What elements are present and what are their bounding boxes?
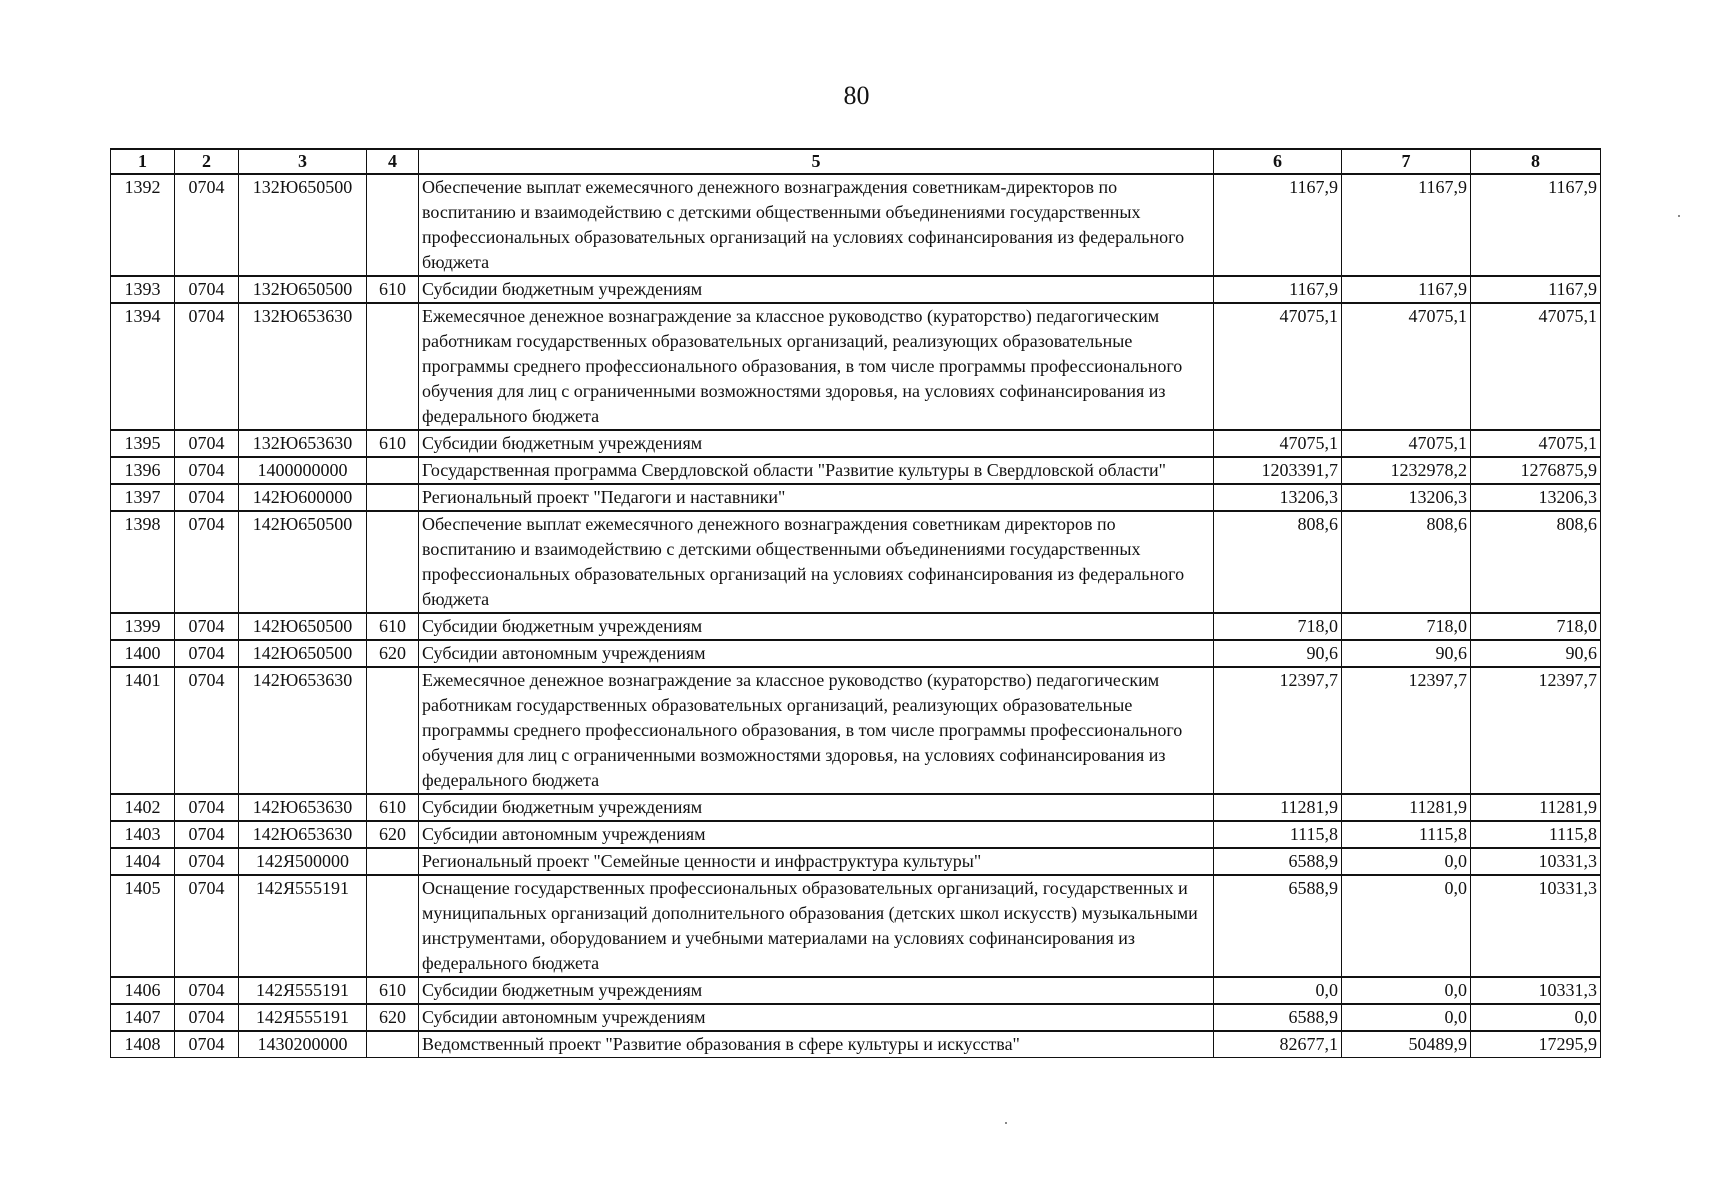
amount-col-8: 10331,3 (1471, 977, 1601, 1004)
row-number: 1402 (111, 794, 175, 821)
amount-col-6: 47075,1 (1214, 303, 1342, 430)
amount-col-8: 718,0 (1471, 613, 1601, 640)
row-number: 1400 (111, 640, 175, 667)
amount-col-6: 718,0 (1214, 613, 1342, 640)
amount-col-8: 90,6 (1471, 640, 1601, 667)
amount-col-6: 1167,9 (1214, 276, 1342, 303)
amount-col-8: 1167,9 (1471, 174, 1601, 276)
row-name: Субсидии автономным учреждениям (419, 640, 1214, 667)
expense-type-code (367, 875, 419, 977)
row-number: 1393 (111, 276, 175, 303)
target-article-code: 142Ю650500 (239, 511, 367, 613)
amount-col-7: 1167,9 (1342, 174, 1471, 276)
target-article-code: 142Ю650500 (239, 613, 367, 640)
row-number: 1406 (111, 977, 175, 1004)
amount-col-6: 82677,1 (1214, 1031, 1342, 1058)
amount-col-8: 11281,9 (1471, 794, 1601, 821)
amount-col-7: 47075,1 (1342, 430, 1471, 457)
expense-type-code: 610 (367, 977, 419, 1004)
amount-col-7: 11281,9 (1342, 794, 1471, 821)
row-name: Ежемесячное денежное вознаграждение за классное руководство (кураторство) педагогическим работникам государственных образовательных организаций, реализующих образовательные программы среднего профессионального образования, в том числе программы профессионального обучения для лиц с ограниченными возможностями здоровья, на условиях софинансирования из федерального бюджета (419, 303, 1214, 430)
table-row (111, 276, 1601, 303)
table-row (111, 484, 1601, 511)
section-code: 0704 (175, 174, 239, 276)
expense-type-code (367, 848, 419, 875)
expense-type-code: 620 (367, 821, 419, 848)
target-article-code: 142Ю650500 (239, 640, 367, 667)
table-row (111, 667, 1601, 794)
table-row (111, 640, 1601, 667)
row-name: Обеспечение выплат ежемесячного денежного вознаграждения советникам-директоров по воспитанию и взаимодействию с детскими общественными объединениями государственных профессиональных образовательных организаций на условиях софинансирования из федерального бюджета (419, 174, 1214, 276)
expense-type-code: 620 (367, 640, 419, 667)
row-number: 1398 (111, 511, 175, 613)
target-article-code: 132Ю653630 (239, 303, 367, 430)
expense-type-code: 620 (367, 1004, 419, 1031)
amount-col-7: 718,0 (1342, 613, 1471, 640)
section-code: 0704 (175, 303, 239, 430)
section-code: 0704 (175, 511, 239, 613)
section-code: 0704 (175, 640, 239, 667)
section-code: 0704 (175, 794, 239, 821)
target-article-code: 142Я555191 (239, 875, 367, 977)
amount-col-8: 10331,3 (1471, 848, 1601, 875)
amount-col-7: 1115,8 (1342, 821, 1471, 848)
section-code: 0704 (175, 276, 239, 303)
table-row (111, 430, 1601, 457)
amount-col-6: 6588,9 (1214, 848, 1342, 875)
target-article-code: 142Ю653630 (239, 821, 367, 848)
amount-col-6: 47075,1 (1214, 430, 1342, 457)
header-row (111, 149, 1601, 174)
section-code: 0704 (175, 977, 239, 1004)
amount-col-6: 11281,9 (1214, 794, 1342, 821)
target-article-code: 142Ю600000 (239, 484, 367, 511)
page-number: 80 (843, 81, 870, 110)
amount-col-6: 6588,9 (1214, 875, 1342, 977)
row-number: 1392 (111, 174, 175, 276)
target-article-code: 142Ю653630 (239, 667, 367, 794)
table-row (111, 821, 1601, 848)
amount-col-7: 13206,3 (1342, 484, 1471, 511)
row-number: 1403 (111, 821, 175, 848)
header-col-5: 5 (419, 149, 1214, 174)
expense-type-code (367, 667, 419, 794)
amount-col-7: 0,0 (1342, 875, 1471, 977)
target-article-code: 142Я500000 (239, 848, 367, 875)
row-name: Субсидии автономным учреждениям (419, 821, 1214, 848)
row-number: 1394 (111, 303, 175, 430)
table-row (111, 977, 1601, 1004)
amount-col-8: 808,6 (1471, 511, 1601, 613)
row-number: 1396 (111, 457, 175, 484)
section-code: 0704 (175, 667, 239, 794)
table-row (111, 875, 1601, 977)
row-number: 1408 (111, 1031, 175, 1058)
amount-col-7: 0,0 (1342, 848, 1471, 875)
row-number: 1397 (111, 484, 175, 511)
expense-type-code: 610 (367, 794, 419, 821)
amount-col-6: 808,6 (1214, 511, 1342, 613)
amount-col-8: 12397,7 (1471, 667, 1601, 794)
table-body (111, 174, 1601, 1058)
amount-col-6: 1167,9 (1214, 174, 1342, 276)
amount-col-6: 1115,8 (1214, 821, 1342, 848)
row-number: 1407 (111, 1004, 175, 1031)
header-col-3: 3 (239, 149, 367, 174)
table-row (111, 1004, 1601, 1031)
amount-col-7: 50489,9 (1342, 1031, 1471, 1058)
target-article-code: 142Ю653630 (239, 794, 367, 821)
section-code: 0704 (175, 821, 239, 848)
table-header (111, 149, 1601, 174)
amount-col-8: 1276875,9 (1471, 457, 1601, 484)
target-article-code: 132Ю650500 (239, 276, 367, 303)
target-article-code: 142Я555191 (239, 977, 367, 1004)
target-article-code: 1400000000 (239, 457, 367, 484)
header-col-8: 8 (1471, 149, 1601, 174)
row-number: 1399 (111, 613, 175, 640)
expense-type-code: 610 (367, 613, 419, 640)
budget-table (110, 148, 1601, 1058)
amount-col-6: 12397,7 (1214, 667, 1342, 794)
section-code: 0704 (175, 875, 239, 977)
amount-col-8: 1167,9 (1471, 276, 1601, 303)
row-name: Государственная программа Свердловской области "Развитие культуры в Свердловской области" (419, 457, 1214, 484)
target-article-code: 132Ю653630 (239, 430, 367, 457)
row-name: Субсидии бюджетным учреждениям (419, 794, 1214, 821)
table-row (111, 511, 1601, 613)
expense-type-code (367, 174, 419, 276)
row-number: 1404 (111, 848, 175, 875)
amount-col-8: 0,0 (1471, 1004, 1601, 1031)
section-code: 0704 (175, 1031, 239, 1058)
header-col-1: 1 (111, 149, 175, 174)
target-article-code: 142Я555191 (239, 1004, 367, 1031)
expense-type-code (367, 303, 419, 430)
amount-col-7: 12397,7 (1342, 667, 1471, 794)
amount-col-7: 1167,9 (1342, 276, 1471, 303)
row-name: Ведомственный проект "Развитие образования в сфере культуры и искусства" (419, 1031, 1214, 1058)
header-col-2: 2 (175, 149, 239, 174)
row-number: 1395 (111, 430, 175, 457)
expense-type-code (367, 457, 419, 484)
amount-col-6: 13206,3 (1214, 484, 1342, 511)
table-row (111, 303, 1601, 430)
section-code: 0704 (175, 848, 239, 875)
expense-type-code: 610 (367, 430, 419, 457)
amount-col-7: 0,0 (1342, 977, 1471, 1004)
expense-type-code: 610 (367, 276, 419, 303)
row-name: Ежемесячное денежное вознаграждение за классное руководство (кураторство) педагогическим работникам государственных образовательных организаций, реализующих образовательные программы среднего профессионального образования, в том числе программы профессионального обучения для лиц с ограниченными возможностями здоровья, на условиях софинансирования из федерального бюджета (419, 667, 1214, 794)
amount-col-8: 13206,3 (1471, 484, 1601, 511)
section-code: 0704 (175, 430, 239, 457)
amount-col-6: 90,6 (1214, 640, 1342, 667)
target-article-code: 1430200000 (239, 1031, 367, 1058)
table-row (111, 1031, 1601, 1058)
table-row (111, 457, 1601, 484)
row-name: Субсидии бюджетным учреждениям (419, 276, 1214, 303)
amount-col-6: 0,0 (1214, 977, 1342, 1004)
amount-col-8: 10331,3 (1471, 875, 1601, 977)
amount-col-7: 0,0 (1342, 1004, 1471, 1031)
row-name: Обеспечение выплат ежемесячного денежного вознаграждения советникам директоров по воспитанию и взаимодействию с детскими общественными объединениями государственных профессиональных образовательных организаций на условиях софинансирования из федерального бюджета (419, 511, 1214, 613)
table-row (111, 174, 1601, 276)
row-name: Региональный проект "Педагоги и наставники" (419, 484, 1214, 511)
row-name: Субсидии бюджетным учреждениям (419, 613, 1214, 640)
amount-col-8: 17295,9 (1471, 1031, 1601, 1058)
amount-col-7: 808,6 (1342, 511, 1471, 613)
amount-col-8: 1115,8 (1471, 821, 1601, 848)
amount-col-7: 47075,1 (1342, 303, 1471, 430)
amount-col-6: 6588,9 (1214, 1004, 1342, 1031)
amount-col-8: 47075,1 (1471, 430, 1601, 457)
row-name: Региональный проект "Семейные ценности и инфраструктура культуры" (419, 848, 1214, 875)
section-code: 0704 (175, 1004, 239, 1031)
expense-type-code (367, 511, 419, 613)
row-number: 1401 (111, 667, 175, 794)
header-col-4: 4 (367, 149, 419, 174)
row-name: Субсидии бюджетным учреждениям (419, 977, 1214, 1004)
amount-col-8: 47075,1 (1471, 303, 1601, 430)
row-name: Субсидии бюджетным учреждениям (419, 430, 1214, 457)
table-row (111, 848, 1601, 875)
row-name: Субсидии автономным учреждениям (419, 1004, 1214, 1031)
expense-type-code (367, 1031, 419, 1058)
amount-col-7: 1232978,2 (1342, 457, 1471, 484)
header-col-7: 7 (1342, 149, 1471, 174)
amount-col-7: 90,6 (1342, 640, 1471, 667)
row-number: 1405 (111, 875, 175, 977)
section-code: 0704 (175, 484, 239, 511)
table-row (111, 794, 1601, 821)
expense-type-code (367, 484, 419, 511)
header-col-6: 6 (1214, 149, 1342, 174)
target-article-code: 132Ю650500 (239, 174, 367, 276)
scan-speck (1005, 1122, 1007, 1124)
section-code: 0704 (175, 457, 239, 484)
section-code: 0704 (175, 613, 239, 640)
scan-speck (1678, 215, 1680, 217)
amount-col-6: 1203391,7 (1214, 457, 1342, 484)
table-row (111, 613, 1601, 640)
row-name: Оснащение государственных профессиональных образовательных организаций, государственных и муниципальных организаций дополнительного образования (детских школ искусств) музыкальными инструментами, оборудованием и учебными материалами на условиях софинансирования из федерального бюджета (419, 875, 1214, 977)
